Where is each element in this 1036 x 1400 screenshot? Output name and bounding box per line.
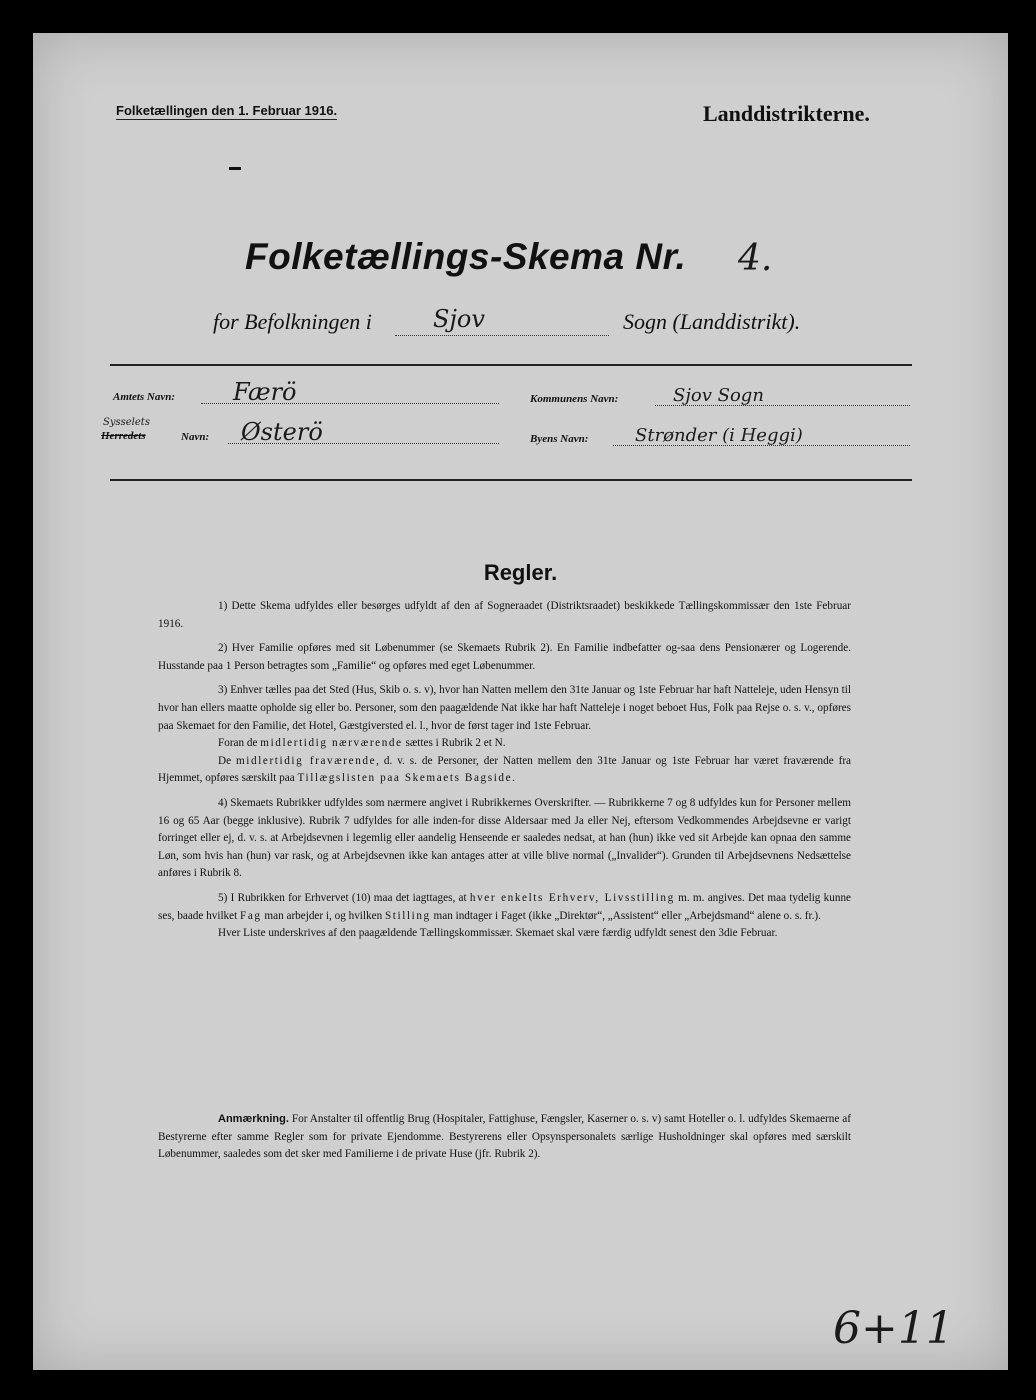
rule-5-g: man indtager i Faget (ikke „Direktør“, „Assistent“ eller „Arbejdsmand“ alene o. s. fr.). [433,909,821,922]
herred-label: Navn: [181,431,210,443]
rule-3-temporary-absent [158,753,851,788]
anmaerkning-paragraph [158,1111,851,1164]
sysselets-handwritten: Sysselets [103,417,150,428]
rule-3c-d: Tillægslisten paa Skemaets Bagside [297,772,513,785]
rule-3: 3) Enhver tælles paa det Sted (Hus, Skib o. s. v), hvor han Natten mellem den 31te Januar og 1ste Februar har haft Natteleje, uden Hensyn til hvor han ellers maatte opholde sig eller bo. Personer, som den paagældende Nat ikke har haft Natteleje i noget beboet Hus, Folk paa Rejse o. s. v., opføres paa Skemaet for den Familie, det Hotel, Gæstgiversted el. l., hvor de først tager ind 1ste Februar. [158,684,851,732]
census-date-header: Folketællingen den 1. Februar 1916. [116,103,338,118]
byens-value-handwritten: Strønder (i Heggi) [635,425,803,446]
rule-3c-a: De [218,754,232,767]
anmaerkning-label: Anmærkning. [218,1113,289,1125]
byens-label: Byens Navn: [530,433,589,445]
anmaerkning-text: For Anstalter til offentlig Brug (Hospitaler, Fattighuse, Fængsler, Kaserner o. s. v) samt Hoteller o. l. udfyldes Skemaerne af Bestyrerne efter samme Regler som for private Ejendomme. Bestyrerens eller Opsynspersonalets særlige Husholdninger skal opføres med særskilt Løbenummer, saaledes som det sker med Familierne i de private Huse (jfr. Rubrik 2). [158,1113,852,1161]
rule-5-d: Fag [240,909,262,922]
rule-5-e: man arbejder i, og hvilken [264,909,383,922]
anmaerkning-block [158,1111,851,1164]
herredets-struck-label: Herredets [101,430,146,442]
ink-mark [229,167,241,170]
census-form-page [33,33,1008,1370]
rule-5-b: hver enkelts Erhverv, Livsstilling [469,891,675,904]
form-number-handwritten: 4. [738,238,773,279]
rule-1: 1) Dette Skema udfyldes eller besørges udfyldt af den af Sogneraadet (Distriktsraadet) beskikkede Tællingskommissær den 1ste Februar 1916. [158,600,851,630]
rule-5-c: m. m. angives. Det maa tydelig kunne ses, baade hvilket [158,891,852,922]
divider-bottom [110,479,912,481]
kommune-label: Kommunens Navn: [530,393,619,405]
rule-5-f: Stilling [384,909,431,922]
rule-5-signature: Hver Liste underskrives af den paagældende Tællingskommissær. Skemaet skal være færdig udfyldt senest den 3die Februar. [218,927,778,940]
corner-handwritten-note: 6+11 [833,1303,954,1354]
rule-3c-e: . [512,772,515,785]
rules-heading: Regler. [483,560,558,585]
herred-value-handwritten: Østerö [241,418,323,446]
kommune-value-handwritten: Sjov Sogn [673,385,764,406]
amt-label: Amtets Navn: [113,391,176,403]
rules-body [158,598,851,950]
rule-3b-a: Foran de [218,737,258,750]
rule-3c-c: , d. v. s. de Personer, der Natten mellem den 31te Januar og 1ste Februar har været fraværende fra Hjemmet, opføres særskilt paa [158,754,852,785]
district-type-header: Landdistrikterne. [703,101,870,126]
rule-3c-b: midlertidig fraværende [235,754,377,767]
amt-value-handwritten: Færö [233,378,297,406]
rule-5 [158,890,851,925]
rule-2: 2) Hver Familie opføres med sit Løbenummer (se Skemaets Rubrik 2). En Familie indbefatter og-saa dens Pensionærer og Logerende. Husstande paa 1 Person betragtes som „Familie“ og opføres med eget Løbenummer. [158,642,851,672]
rule-3b-b: midlertidig nærværende [260,737,403,750]
subtitle-prefix: for Befolkningen i [213,309,372,334]
divider-top [110,364,912,366]
parish-fill-line [395,335,609,336]
rule-3b-c: sættes i Rubrik 2 et N. [405,737,506,750]
rule-5-a: 5) I Rubrikken for Erhvervet (10) maa det iagttages, at [218,891,467,904]
form-title: Folketællings-Skema Nr. [245,236,687,277]
rule-3-temporary-present [158,735,851,753]
subtitle-suffix: Sogn (Landdistrikt). [623,309,801,334]
parish-name-handwritten: Sjov [433,305,485,333]
rule-4: 4) Skemaets Rubrikker udfyldes som nærmere angivet i Rubrikkernes Overskrifter. — Rubrikkerne 7 og 8 udfyldes kun for Personer mellem 16 og 65 Aar (begge inklusive). Rubrik 7 udfyldes for alle inden-for disse Aldersaar med Ja eller Nej, eftersom Vedkommendes Arbejdsevne er varigt forringet eller ej, d. v. s. at Arbejdsevnen i legemlig eller aandelig Henseende er saaledes nedsat, at han (hun) ikke ved sit Arbejde kan opnaa den samme Løn, som hvis han (hun) var rask, og at Arbejdsevnen ikke kan antages atter at ville blive normal („Invalider“). Grunden til Arbejdsevnens Nedsættelse anføres i Rubrik 8. [158,796,851,880]
